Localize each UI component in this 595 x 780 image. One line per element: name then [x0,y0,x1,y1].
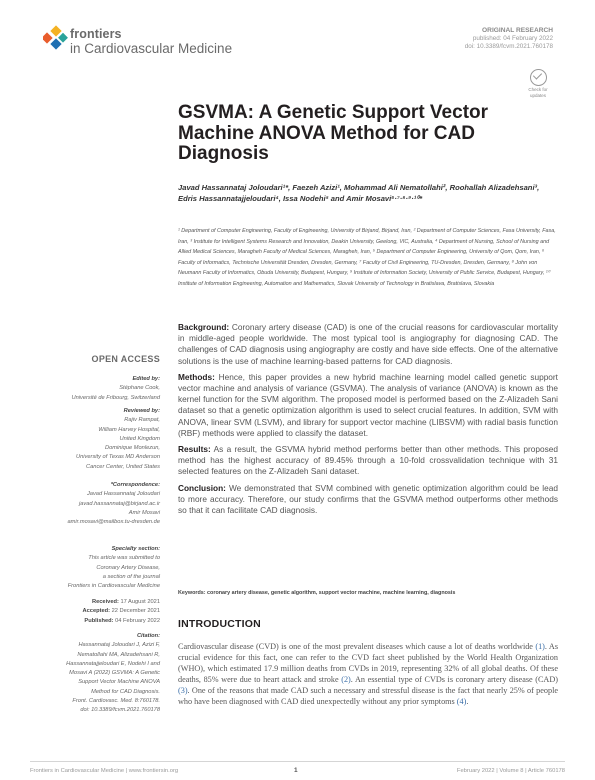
affiliations: ¹ Department of Computer Engineering, Faculty of Engineering, University of Birjand, Birjand, Iran, ² Department of Computer Sciences, Fasa University, Fasa, Iran, ³ Institute for Intelligent Systems Research and Innovation, Deakin University, Geelong, VIC, Australia, ⁴ Department of Nursing, School of Nursing and Allied Medical Sciences, Maragheh Faculty of Medical Sciences, Maragheh, Iran, ⁵ Department of Computer Engineering, University of Qom, Qom, Iran, ⁶ Faculty of Informatics, Technische Universität Dresden, Dresden, Germany, ⁷ Faculty of Civil Engineering, TU-Dresden, Dresden, Germany, ⁸ John von Neumann Faculty of Informatics, Obuda University, Budapest, Hungary, ⁹ Institute of Information Society, University of Public Service, Budapest, Hungary, ¹⁰ Institute of Information Engineering, Automation and Mathematics, Slovak University of Technology in Bratislava, Bratislava, Slovakia [178,228,556,287]
article-meta [465,27,553,52]
article-dates: Received: 17 August 2021 Accepted: 22 December 2021 Published: 04 February 2022 [82,599,160,624]
journal-brand: frontiers [70,27,122,41]
citation-doi[interactable]: doi: 10.3389/fcvm.2021.760178 [80,707,160,714]
intro-paragraph: Cardiovascular disease (CVD) is one of the most prevalent diseases which cause a lot of deaths worldwide (1). As crucial evidence for this fact, one can refer to the CVD fact sheet published by the World Health Organization (WHO), which estimated 17.9 million deaths from CVDs in 2019, representing 32% of all global deaths. Of these deaths, 85% were due to heart attack and stroke (2). An essential type of CVDs is coronary artery disease (CAD) (3). One of the reasons that made CAD such a necessary and stressful disease is the fact that nearly 25% of people who have been diagnosed with CAD died unexpectedly without any prior symptoms (4). [178,642,559,707]
article-type: ORIGINAL RESEARCH [482,27,553,34]
abstract-methods: Methods: Hence, this paper provides a new hybrid machine learning model called genetic support vector machine and analysis of variance (GSVMA). The analysis of variance (ANOVA) is known as the kernel function for the SVM algorithm. The proposed model is performed based on the Z-Alizadeh Sani dataset so that a genetic optimization algorithm is used to select crucial features. In addition, SVM with ANOVA, linear SVM (LSVM), and library for support vector machine (LIBSVM) with radial basis function (RBF) methods were applied to classify the dataset. [178,371,558,438]
footer-journal[interactable]: Frontiers in Cardiovascular Medicine | www.frontiersin.org [30,768,179,774]
published-date: published: 04 February 2022 [472,35,553,43]
footer-issue: February 2022 | Volume 8 | Article 760178 [456,768,565,774]
email-link[interactable]: javad.hassannataj@birjand.ac.ir [78,500,160,507]
doi[interactable]: doi: 10.3389/fcvm.2021.760178 [464,43,553,51]
keywords: Keywords: coronary artery disease, genetic algorithm, support vector machine, machine learning, diagnosis [178,590,456,596]
author-list: Javad Hassannataj Joloudari¹*, Faezeh Azizi¹, Mohammad Ali Nematollahi², Roohallah Alizadehsani³, Edris Hassannatajjeloudari⁴, Issa Nodehi⁵ and Amir Mosavi⁶·⁷·⁸·⁹·¹⁰* [178,183,540,203]
article-title: GSVMA: A Genetic Support Vector Machine ANOVA Method for CAD Diagnosis [178,102,489,164]
check-icon [530,69,547,86]
page-number: 1 [294,767,298,774]
email-link[interactable]: amir.mosavi@mailbox.tu-dresden.de [67,519,160,526]
abstract [178,322,558,521]
reviewed-by: Reviewed by: Rajiv Rampat, William Harvey Hospital, United Kingdom Dominique Monlezun, University of Texas MD Anderson Cancer Center, United States [76,408,160,470]
check-for-updates-badge[interactable]: Check for updates [522,69,554,98]
edited-by: Edited by: Stéphane Cook, Université de Fribourg, Switzerland [71,376,160,401]
correspondence: *Correspondence: Javad Hassannataj Joloudari javad.hassannataj@birjand.ac.ir Amir Mosavi amir.mosavi@mailbox.tu-dresden.de [10,481,160,527]
citation: Citation: Hassannataj Joloudari J, Azizi F, Nematollahi MA, Alizadehsani R, Hassannatajjeloudari E, Nodehi I and Mosavi A (2022) GSVMA: A Genetic Support Vector Machine ANOVA Method for CAD Diagnosis. Front. Cardiovasc. Med. 8:760178. doi: 10.3389/fcvm.2021.760178 [10,632,160,716]
reference-link[interactable]: (4) [456,697,467,707]
reference-link[interactable]: (1) [535,642,545,651]
journal-name: in Cardiovascular Medicine [70,41,233,56]
abstract-background: Background: Coronary artery disease (CAD) is one of the crucial reasons for cardiovascular mortality in middle-aged people worldwide. The most typical tool is angiography for diagnosing CAD. The challenges of CAD diagnosis using angiography are costly and have side effects. One of the alternative solutions is the use of machine learning-based patterns for CAD diagnosis. [178,322,558,366]
specialty-section: Specialty section: This article was submitted to Coronary Artery Disease, a section of the journal Frontiers in Cardiovascular Medicine [67,546,160,590]
frontiers-logo-icon [43,25,69,51]
open-access-label: OPEN ACCESS [91,354,160,364]
reference-link[interactable]: (2) [341,675,351,685]
section-heading-introduction: INTRODUCTION [178,618,261,630]
footer-divider [30,761,565,762]
abstract-conclusion: Conclusion: We demonstrated that SVM combined with genetic optimization algorithm could be lead to more accuracy. Therefore, our study confirms that the GSVMA method outperforms other methods so that it can facilitate CAD diagnosis. [178,482,558,516]
abstract-results: Results: As a result, the GSVMA hybrid method performs better than other methods. This proposed method has the highest accuracy of 89.45% through a 10-fold crossvalidation technique with 31 selected features on the Z-Alizadeh Sani dataset. [178,444,558,477]
reference-link[interactable]: (3) [178,686,188,696]
